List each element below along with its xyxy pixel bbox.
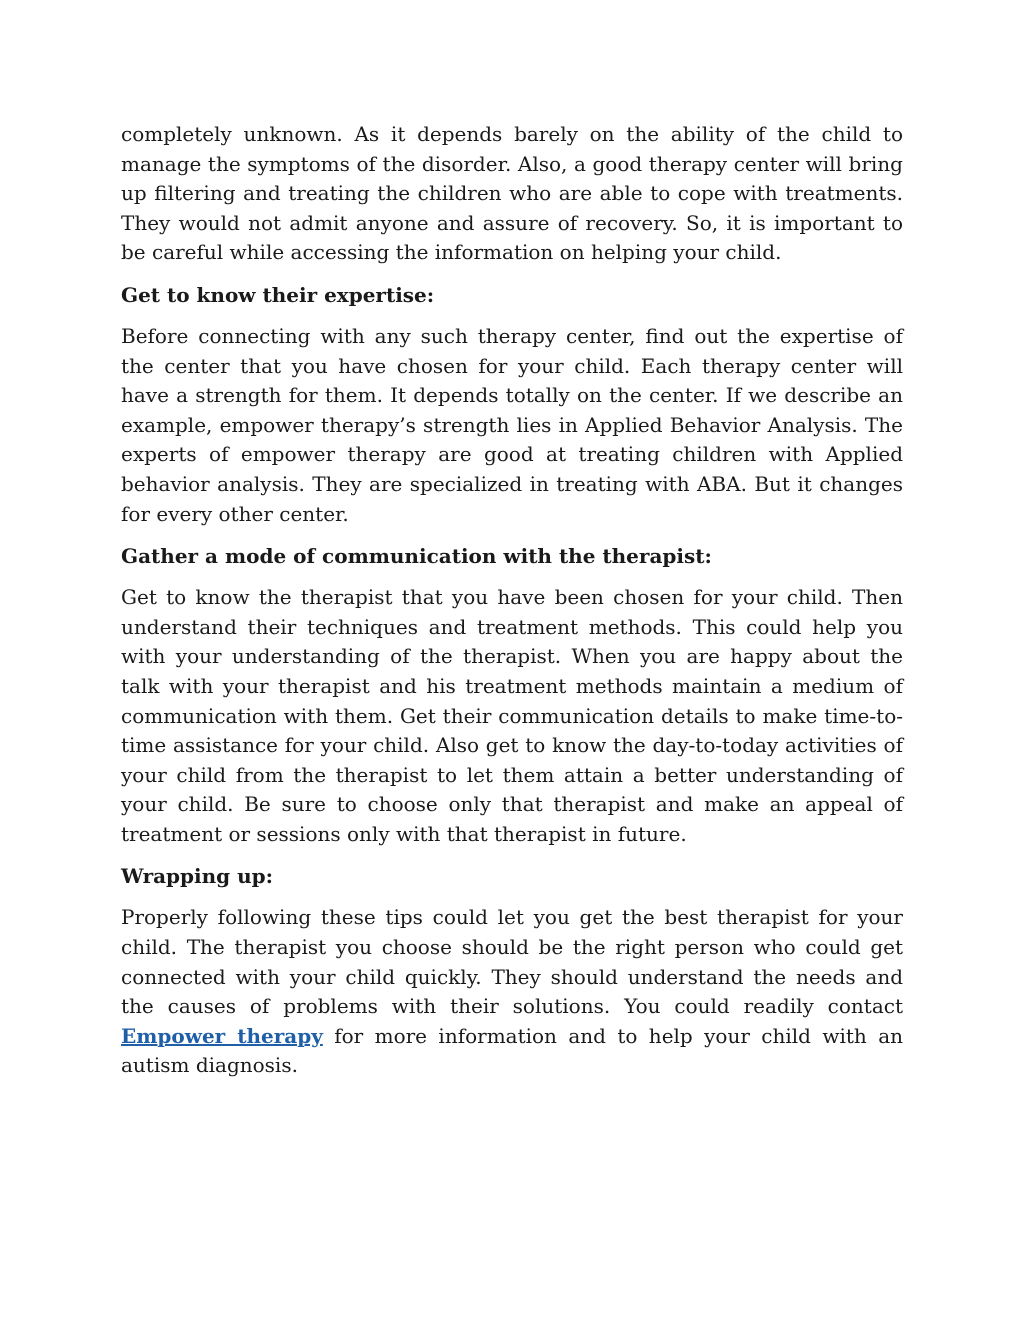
section-heading-wrapping-up: Wrapping up: <box>121 864 274 889</box>
intro-paragraph: completely unknown. As it depends barely on the ability of the child to manage the symptoms of the disorder. Also, a good therapy center will bring up filtering and treating the children who are able to cope with treatments. They would not admit anyone and assure of recovery. So, it is important to be careful while accessing the information on helping your child. <box>121 122 903 265</box>
section-body-communication: Get to know the therapist that you have been chosen for your child. Then understand their techniques and treatment methods. This could help you with your understanding of the therapist. When you are happy about the talk with your therapist and his treatment methods maintain a medium of communication with them. Get their communication details to make time-to-time assistance for your child. Also get to know the day-to-today activities of your child from the therapist to let them attain a better understanding of your child. Be sure to choose only that therapist and make an appeal of treatment or sessions only with that therapist in future. <box>121 585 903 846</box>
section-body-expertise: Before connecting with any such therapy center, find out the expertise of the center that you have chosen for your child. Each therapy center will have a strength for them. It depends totally on the center. If we describe an example, empower therapy’s strength lies in Applied Behavior Analysis. The experts of empower therapy are good at treating children with Applied behavior analysis. They are specialized in treating with ABA. But it changes for every other center. <box>121 323 903 526</box>
section-heading-expertise: Get to know their expertise: <box>121 282 435 307</box>
section-body-wrapping-up <box>121 903 903 1081</box>
empower-therapy-link[interactable]: Empower therapy <box>121 1023 323 1048</box>
document-page <box>121 120 903 1093</box>
section-heading-communication: Gather a mode of communication with the therapist: <box>121 544 712 569</box>
wrapping-up-text-before-link: Properly following these tips could let you get the best therapist for your child. The therapist you choose should be the right person who could get connected with your child quickly. They should understand the needs and the causes of problems with their solutions. You could readily contact <box>121 905 903 1019</box>
wrapping-up-text-after-link: for more information and to help your child with an autism diagnosis. <box>121 1023 904 1078</box>
